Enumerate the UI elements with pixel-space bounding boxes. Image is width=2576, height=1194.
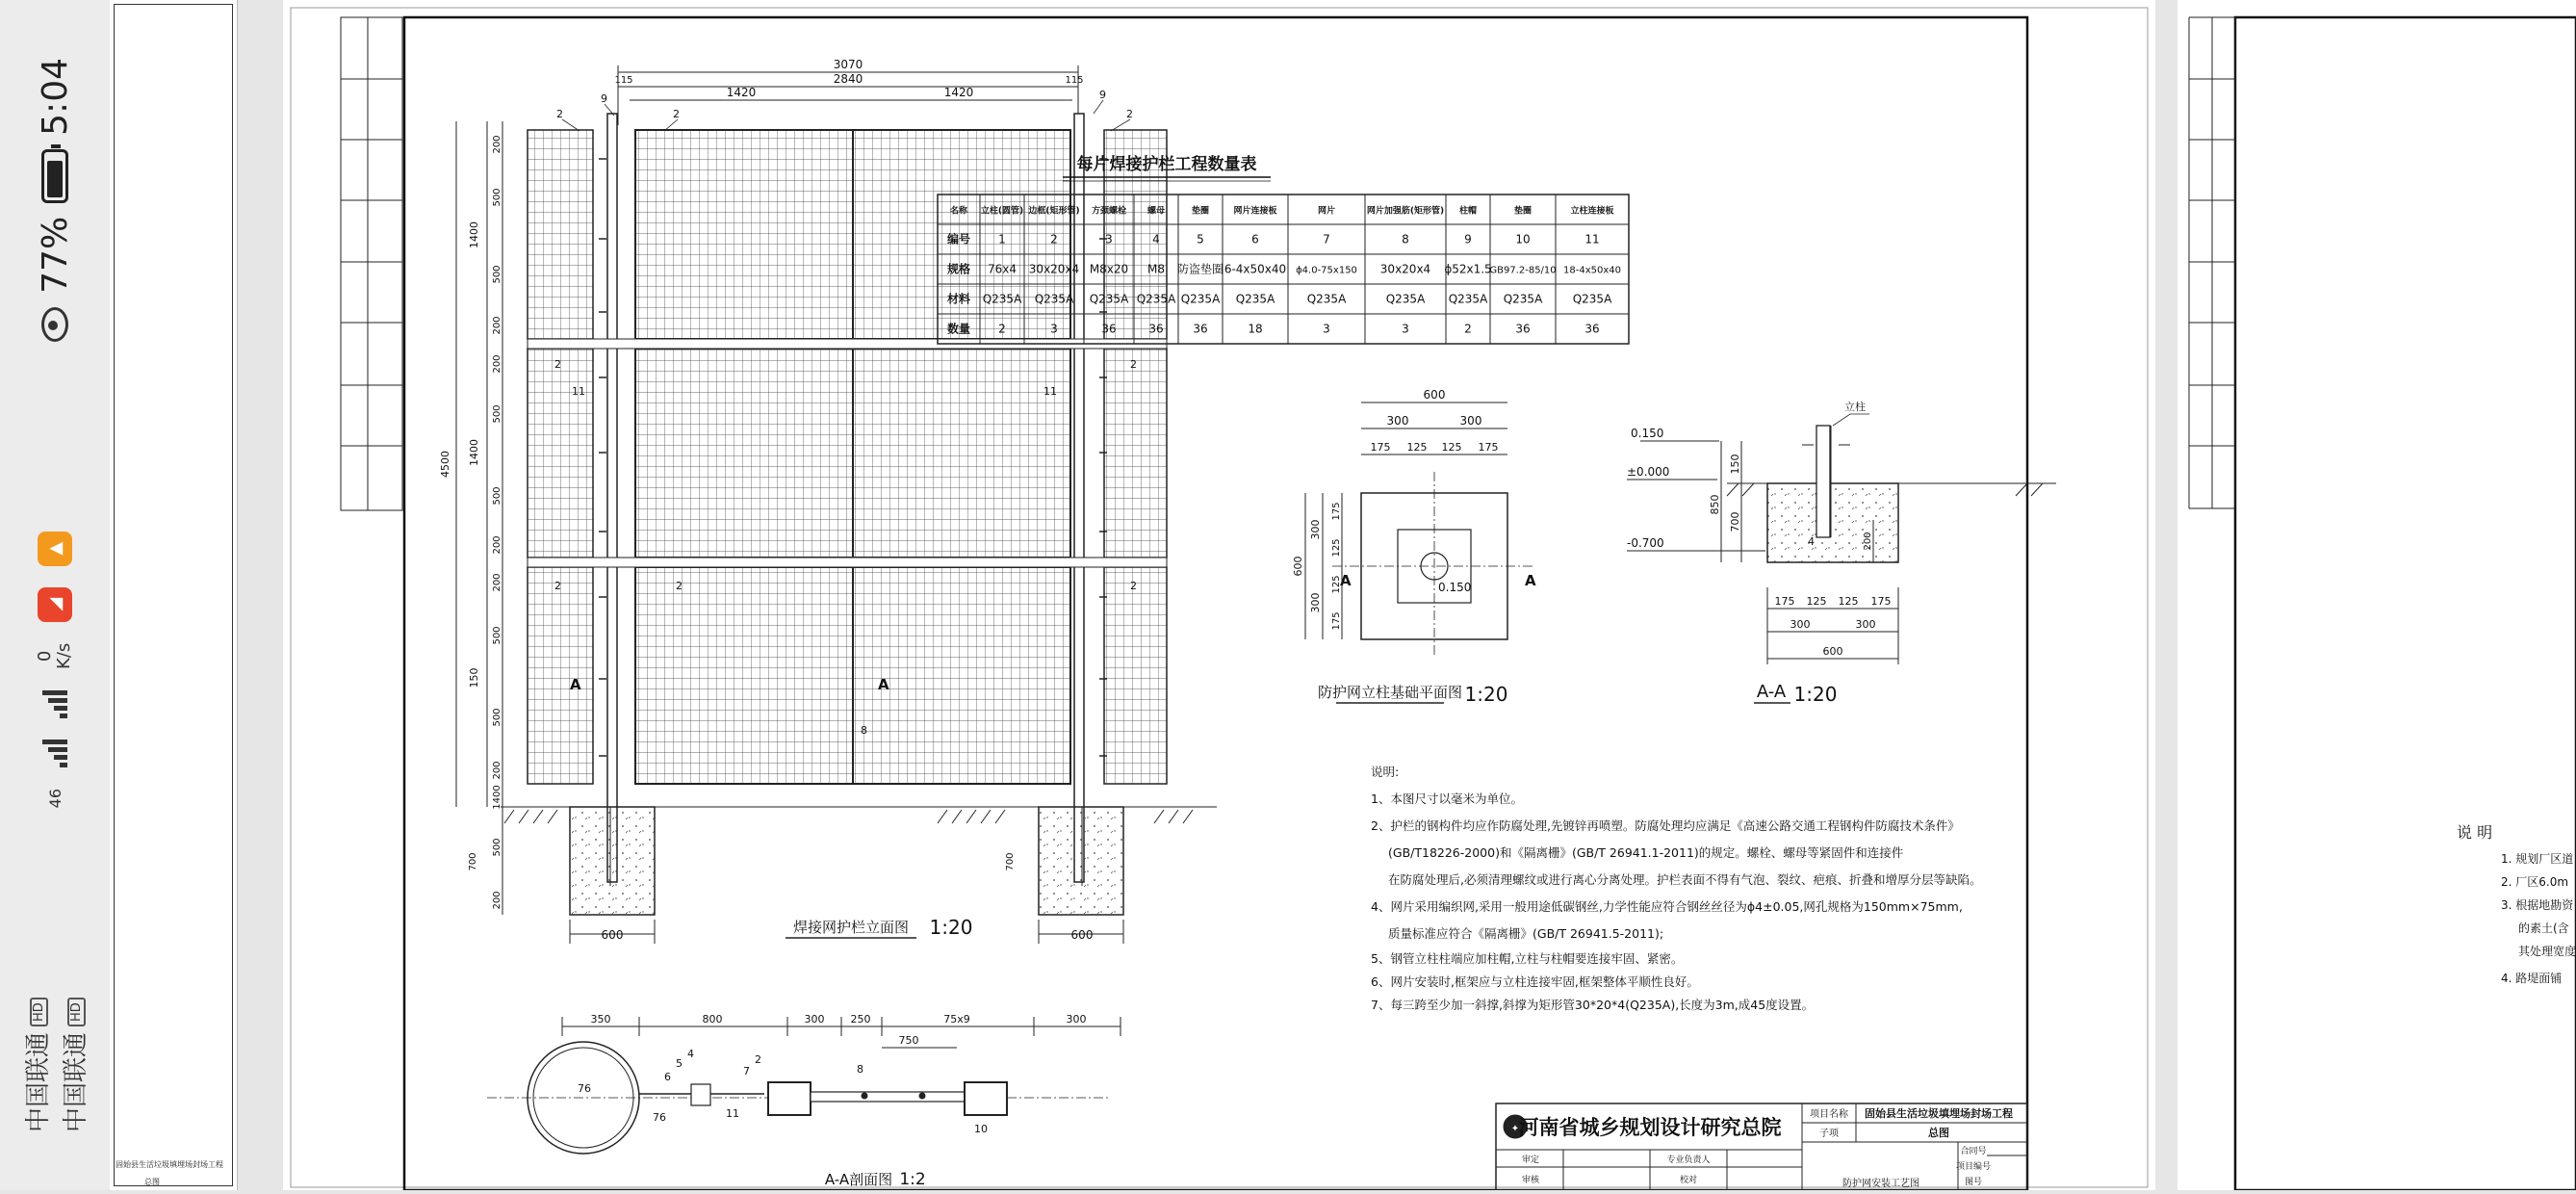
dim-200-3: 200 — [492, 354, 502, 374]
next-page-heading: 说 明 — [2457, 823, 2493, 842]
table-cell: Q235A — [982, 292, 1022, 306]
dim-200-4: 200 — [492, 535, 502, 555]
next-page-item-3: 3. 根据地勘资 — [2501, 898, 2574, 912]
table-cell: 6-4x50x40 — [1224, 262, 1287, 276]
tag-2-left: 2 — [556, 108, 563, 120]
sec-post-label: 立柱 — [1844, 401, 1866, 413]
sec-title: A-A — [1756, 682, 1787, 702]
network-type: 46 — [45, 788, 64, 809]
sd-tag-10: 11 — [726, 1107, 739, 1120]
note-2c: 在防腐处理后,必须清理螺纹或进行离心分离处理。护栏表面不得有气泡、裂纹、疤痕、折叠和增厚分层等缺陷。 — [1388, 872, 1982, 887]
plan-hpart-2: 125 — [1331, 538, 1342, 558]
section-detail — [487, 1013, 1121, 1189]
sec-hhalf-2: 300 — [1855, 618, 1876, 631]
sd-dim-300b: 300 — [1066, 1013, 1087, 1025]
sec-v-200: 200 — [1863, 532, 1873, 551]
tag-9-right: 9 — [1099, 89, 1106, 101]
sd-tag-5: 6 — [664, 1071, 671, 1083]
table-header-cell: 名称 — [949, 206, 968, 217]
sec-htotal: 600 — [1822, 645, 1843, 658]
table-header-cell: 柱帽 — [1458, 206, 1478, 217]
section-scale: 1:2 — [899, 1170, 926, 1189]
plan-wpart-4: 175 — [1478, 441, 1499, 454]
table-cell: 36 — [1193, 322, 1208, 336]
dim-500-2: 500 — [492, 265, 502, 284]
sd-tag-11: 76 — [653, 1111, 666, 1124]
table-cell: Q235A — [1385, 292, 1426, 306]
next-page-item-5: 其处理宽度 — [2518, 945, 2576, 958]
dim-500-f: 500 — [492, 838, 502, 857]
table-cell: M8 — [1147, 262, 1165, 276]
carrier-2: 中国联通 — [62, 1031, 90, 1132]
dim-left-1400b: 1400 — [468, 439, 480, 466]
note-7: 7、每三跨至少加一斜撑,斜撑为矩形管30*20*4(Q235A),长度为3m,成45度设置。 — [1371, 998, 1815, 1012]
table-cell: 76x4 — [987, 262, 1018, 276]
table-cell: 10 — [1515, 232, 1531, 247]
tb-reviewer: 审定 — [1521, 1155, 1540, 1165]
tb-no-label: 图号 — [1964, 1178, 1983, 1187]
section-aa — [1627, 400, 2056, 706]
tb-sub: 总图 — [1928, 1127, 1949, 1139]
table-header-cell: 垫圈 — [1513, 206, 1533, 217]
battery-percent: 77% — [35, 216, 75, 294]
dim-left-1400c: 150 — [468, 667, 480, 688]
table-cell: Q235A — [1448, 292, 1488, 306]
table-cell: 编号 — [946, 232, 971, 247]
dim-panel-left: 1420 — [726, 86, 757, 99]
tb-checker: 审核 — [1521, 1176, 1540, 1185]
plan-hpart-4: 175 — [1331, 611, 1342, 631]
next-page-item-2: 2. 厂区6.0m — [2501, 875, 2569, 889]
table-cell: 30x20x4 — [1028, 262, 1080, 276]
plan-width-half-2: 300 — [1459, 414, 1482, 428]
plan-height-half-2: 300 — [1309, 592, 1322, 613]
table-cell: 36 — [1515, 322, 1531, 336]
table-cell: 3 — [1402, 322, 1409, 336]
sec-hhalf-1: 300 — [1790, 618, 1811, 631]
note-2b: (GB/T18226-2000)和《隔离栅》(GB/T 26941.1-2011)的规定。螺栓、螺母等紧固件和连接件 — [1388, 845, 1904, 860]
dim-500-6: 500 — [492, 708, 502, 727]
table-cell: 9 — [1464, 232, 1472, 247]
table-cell: M8x20 — [1089, 262, 1129, 276]
sec-v-150: 150 — [1729, 454, 1741, 475]
table-cell: 18 — [1248, 322, 1263, 336]
table-cell: 18-4x50x40 — [1563, 265, 1621, 276]
tb-project-label: 项目名称 — [1810, 1109, 1848, 1120]
table-cell: 防盗垫圈 — [1176, 262, 1224, 276]
plan-height-half-1: 300 — [1309, 519, 1322, 540]
dim-panel-right: 1420 — [943, 86, 974, 99]
tag-11-left: 11 — [572, 385, 585, 398]
sd-tag-2: 2 — [755, 1053, 761, 1066]
institute-name: 河南省城乡规划设计研究总院 — [1518, 1116, 1782, 1139]
table-cell: Q235A — [1089, 292, 1129, 306]
cut-mark-a-right: A — [878, 676, 889, 693]
cut-mark-a-left: A — [570, 676, 581, 693]
sd-dim-75x9: 75x9 — [943, 1013, 970, 1025]
clock: 5:04 — [35, 58, 75, 136]
note-6: 6、网片安装时,框架应与立柱连接牢固,框架整体平顺性良好。 — [1371, 974, 1699, 989]
section-title: A-A剖面图 — [824, 1171, 893, 1188]
dim-500-5: 500 — [492, 626, 502, 645]
table-cell: 36 — [1584, 322, 1600, 336]
table-header-cell: 方颈螺栓 — [1091, 206, 1127, 217]
signal-icon-2 — [42, 690, 67, 718]
previous-page-title: 固始县生活垃圾填埋场封场工程 — [116, 1160, 223, 1169]
table-cell: Q235A — [1180, 292, 1221, 306]
tb-contract: 合同号 — [1960, 1147, 1987, 1156]
dim-200-2: 200 — [492, 316, 502, 335]
dim-500-1: 500 — [492, 188, 502, 207]
sec-v-850: 850 — [1709, 494, 1721, 515]
table-cell: Q235A — [1235, 292, 1275, 306]
tag-2-mid: 2 — [554, 358, 561, 371]
dim-500-3: 500 — [492, 404, 502, 424]
table-cell: 3 — [1050, 322, 1058, 336]
dim-base-right: 600 — [1070, 928, 1094, 942]
app-notification-icon: ◢ — [38, 587, 72, 622]
tag-2-mid-right: 2 — [1130, 358, 1137, 371]
table-cell: 8 — [1402, 232, 1409, 247]
sec-hpart-3: 125 — [1838, 595, 1859, 608]
plan-pipe-label: 0.150 — [1438, 581, 1472, 594]
sd-tag-4: 5 — [676, 1057, 683, 1070]
dim-700-f-r: 700 — [1005, 852, 1016, 871]
table-cell: Q235A — [1306, 292, 1347, 306]
title-block — [1496, 1103, 2027, 1190]
tb-project: 固始县生活垃圾填埋场封场工程 — [1865, 1107, 2013, 1120]
sec-hpart-4: 175 — [1870, 595, 1892, 608]
tb-sub-label: 子项 — [1819, 1129, 1839, 1139]
plan-hpart-1: 175 — [1331, 502, 1342, 521]
tag-2-low-right: 2 — [1130, 580, 1137, 592]
speed-unit: K/s — [54, 642, 74, 669]
plan-width-total: 600 — [1423, 388, 1446, 402]
tb-pro-lead: 专业负责人 — [1666, 1155, 1711, 1165]
sd-tag-76: 76 — [578, 1082, 591, 1095]
dim-200-f: 200 — [492, 891, 502, 910]
sec-v-700: 700 — [1729, 511, 1741, 532]
note-5: 5、钢管立柱柱端应加柱帽,立柱与柱帽要连接牢固、紧密。 — [1371, 951, 1684, 966]
svg-text:✦: ✦ — [1510, 1124, 1520, 1134]
battery-icon — [41, 149, 68, 203]
table-cell: 2 — [998, 322, 1006, 336]
hd-badge-2: HD — [67, 998, 86, 1026]
dim-500-4: 500 — [492, 486, 502, 506]
table-cell: 36 — [1101, 322, 1117, 336]
table-cell: 7 — [1323, 232, 1330, 247]
sec-hpart-1: 175 — [1774, 595, 1795, 608]
table-title: 每片焊接护栏工程数量表 — [1076, 155, 1257, 174]
dim-200-6: 200 — [492, 761, 502, 780]
fence-elevation — [439, 58, 1217, 944]
tag-11-right: 11 — [1043, 385, 1057, 398]
tag-2-right: 2 — [1126, 108, 1133, 120]
carrier-info — [18, 998, 91, 1132]
table-header-cell: 网片 — [1317, 206, 1336, 217]
next-page-item-6: 4. 路堤面铺 — [2501, 972, 2563, 985]
network-speed — [36, 643, 74, 669]
plan-title: 防护网立柱基础平面图 — [1317, 684, 1463, 701]
sec-hpart-2: 125 — [1806, 595, 1827, 608]
plan-hpart-3: 125 — [1331, 575, 1342, 594]
table-cell: Q235A — [1034, 292, 1074, 306]
dim-150: 1400 — [492, 785, 502, 810]
sec-tag-4: 4 — [1808, 535, 1815, 548]
dim-200-1: 200 — [492, 135, 502, 154]
table-cell: GB97.2-85/10 — [1489, 265, 1557, 276]
note-4b: 质量标准应符合《隔离栅》(GB/T 26941.5-2011); — [1388, 926, 1664, 941]
table-header-cell: 垫圈 — [1191, 206, 1210, 217]
table-cell: Q235A — [1136, 292, 1176, 306]
sd-tag-7: 8 — [857, 1063, 863, 1076]
dim-overall: 3070 — [833, 58, 863, 71]
table-cell: Q235A — [1503, 292, 1543, 306]
table-header-cell: 立柱(圆管) — [980, 206, 1024, 217]
carrier-1: 中国联通 — [24, 1031, 53, 1132]
foundation-plan — [1292, 388, 1536, 706]
table-cell: 4 — [1152, 232, 1160, 247]
binding-strip — [341, 17, 402, 510]
dim-post-left: 115 — [614, 75, 633, 86]
next-page-item-4: 的素土(含 — [2518, 921, 2569, 935]
hd-badge: HD — [30, 998, 48, 1026]
plan-scale: 1:20 — [1464, 683, 1508, 706]
table-cell: ϕ52x1.5 — [1444, 262, 1492, 276]
sd-dim-250: 250 — [850, 1013, 871, 1025]
dim-post-right: 115 — [1065, 75, 1084, 86]
tag-2-low: 2 — [554, 580, 561, 592]
app-notification-icon-2: ▲ — [38, 532, 72, 566]
status-bar — [0, 0, 110, 1190]
table-cell: 11 — [1584, 232, 1600, 247]
table-header-cell: 网片连接板 — [1233, 206, 1277, 217]
drawing-sheet[interactable] — [283, 0, 2155, 1190]
next-page-item-1: 1. 规划厂区道 — [2501, 852, 2574, 866]
table-cell: 30x20x4 — [1379, 262, 1431, 276]
table-cell: 3 — [1323, 322, 1330, 336]
table-cell: 材料 — [946, 292, 971, 306]
next-page-preview[interactable] — [2177, 0, 2576, 1190]
sec-elev-bottom: -0.700 — [1627, 536, 1664, 550]
table-cell: 2 — [1050, 232, 1058, 247]
sd-tag-6: 7 — [743, 1065, 750, 1077]
tb-design: 校对 — [1679, 1176, 1698, 1185]
sec-scale: 1:20 — [1793, 683, 1838, 706]
tag-8: 8 — [861, 724, 867, 737]
table-cell: 规格 — [946, 262, 971, 276]
sd-dim-350: 350 — [590, 1013, 611, 1025]
page-border — [114, 4, 233, 1186]
note-4: 4、网片采用编织网,采用一般用途低碳钢丝,力学性能应符合钢丝丝径为ϕ4±0.05,网孔规格为150mm×75mm, — [1371, 899, 1963, 914]
plan-wpart-3: 125 — [1441, 441, 1462, 454]
tag-2-center: 2 — [673, 108, 680, 120]
table-cell: ϕ4.0-75x150 — [1296, 265, 1357, 276]
next-page-canvas — [2177, 0, 2576, 1190]
notes — [1371, 765, 1981, 1012]
tb-drawing-name: 防护网安装工艺图 — [1842, 1179, 1919, 1189]
table-cell: Q235A — [1572, 292, 1612, 306]
table-cell: 5 — [1197, 232, 1204, 247]
tag-9-left: 9 — [601, 92, 607, 105]
table-header-cell: 螺母 — [1146, 206, 1166, 217]
dim-left-total: 4500 — [439, 451, 451, 478]
table-cell: 2 — [1464, 322, 1472, 336]
notes-heading: 说明: — [1371, 765, 1400, 779]
tb-proj-no: 项目编号 — [1955, 1162, 1992, 1172]
table-cell: 6 — [1251, 232, 1259, 247]
plan-cut-left: A — [1340, 572, 1352, 589]
note-1: 1、本图尺寸以毫米为单位。 — [1371, 792, 1523, 806]
sd-tag-8: 10 — [974, 1123, 988, 1135]
elevation-scale: 1:20 — [929, 916, 973, 939]
sec-elev-top: 0.150 — [1631, 427, 1664, 440]
sd-dim-750: 750 — [898, 1034, 919, 1047]
sd-tag-3: 4 — [687, 1048, 694, 1060]
plan-width-half-1: 300 — [1386, 414, 1409, 428]
dim-base-left: 600 — [601, 928, 624, 942]
sd-dim-300: 300 — [804, 1013, 825, 1025]
tag-2-low-center: 2 — [676, 580, 683, 592]
signal-icon — [42, 740, 67, 767]
previous-page-subtitle: 总图 — [144, 1178, 160, 1186]
previous-page-thumbnail[interactable] — [110, 0, 238, 1190]
table-header-cell: 立柱连接板 — [1570, 206, 1614, 217]
table-cell: 1 — [998, 232, 1006, 247]
sd-dim-800: 800 — [702, 1013, 723, 1025]
dim-inner: 2840 — [833, 72, 863, 86]
plan-height-total: 600 — [1292, 556, 1304, 577]
drawing-canvas — [283, 0, 2155, 1190]
plan-wpart-1: 175 — [1370, 441, 1391, 454]
plan-cut-right: A — [1525, 572, 1536, 589]
table-header-cell: 网片加强筋(矩形管) — [1366, 206, 1445, 217]
elevation-title: 焊接网护栏立面图 — [792, 919, 910, 936]
table-header-cell: 边框(矩形管) — [1028, 206, 1080, 217]
table-cell: 数量 — [946, 322, 971, 336]
eye-comfort-icon — [41, 307, 68, 342]
dim-200-5: 200 — [492, 573, 502, 592]
dim-700-f: 700 — [468, 852, 478, 871]
dim-left-1400a: 1400 — [468, 221, 480, 248]
table-cell: 36 — [1148, 322, 1164, 336]
note-2: 2、护栏的钢构件均应作防腐处理,先镀锌再喷塑。防腐处理均应满足《高速公路交通工程钢构件防腐技术条件》 — [1371, 818, 1960, 833]
table-cell: 3 — [1105, 232, 1113, 247]
plan-wpart-2: 125 — [1406, 441, 1428, 454]
sec-elev-ground: ±0.000 — [1627, 465, 1670, 479]
speed-value: 0 — [35, 650, 55, 662]
